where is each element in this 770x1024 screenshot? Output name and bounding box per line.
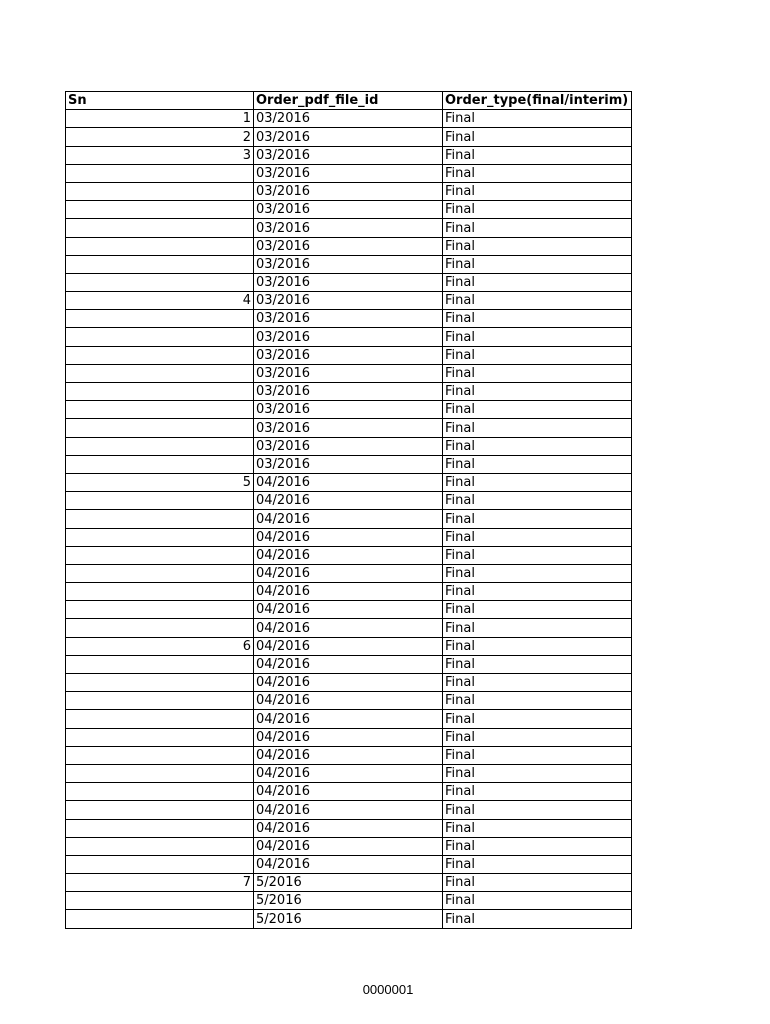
cell-sn	[66, 219, 254, 237]
cell-sn	[66, 910, 254, 928]
table-row	[66, 273, 632, 291]
cell-order-type: Final	[443, 710, 632, 728]
table-row	[66, 910, 632, 928]
cell-sn	[66, 255, 254, 273]
cell-sn	[66, 837, 254, 855]
cell-sn	[66, 764, 254, 782]
cell-order-type: Final	[443, 419, 632, 437]
page-number: 0000001	[362, 982, 414, 997]
table-row	[66, 546, 632, 564]
cell-order-type: Final	[443, 510, 632, 528]
table-row	[66, 401, 632, 419]
cell-sn	[66, 455, 254, 473]
cell-sn	[66, 655, 254, 673]
cell-order-type: Final	[443, 819, 632, 837]
table-row	[66, 510, 632, 528]
cell-order-pdf-file-id: 03/2016	[254, 346, 443, 364]
cell-order-pdf-file-id: 04/2016	[254, 546, 443, 564]
cell-order-type: Final	[443, 601, 632, 619]
cell-sn	[66, 164, 254, 182]
cell-order-pdf-file-id: 04/2016	[254, 601, 443, 619]
cell-order-pdf-file-id: 5/2016	[254, 910, 443, 928]
cell-sn	[66, 419, 254, 437]
cell-order-type: Final	[443, 437, 632, 455]
cell-sn: 3	[66, 146, 254, 164]
cell-sn	[66, 346, 254, 364]
cell-order-type: Final	[443, 837, 632, 855]
cell-order-pdf-file-id: 03/2016	[254, 419, 443, 437]
cell-order-pdf-file-id: 5/2016	[254, 874, 443, 892]
cell-order-type: Final	[443, 237, 632, 255]
table-row	[66, 655, 632, 673]
cell-order-pdf-file-id: 04/2016	[254, 619, 443, 637]
table-row	[66, 783, 632, 801]
cell-sn	[66, 510, 254, 528]
table-row	[66, 637, 632, 655]
table-row	[66, 110, 632, 128]
cell-sn	[66, 801, 254, 819]
table-row	[66, 237, 632, 255]
cell-order-pdf-file-id: 5/2016	[254, 892, 443, 910]
cell-order-pdf-file-id: 03/2016	[254, 201, 443, 219]
spreadsheet-table	[65, 91, 632, 929]
cell-order-type: Final	[443, 764, 632, 782]
cell-sn: 5	[66, 473, 254, 491]
header-sn: Sn	[66, 92, 254, 110]
table-row	[66, 128, 632, 146]
table-row	[66, 219, 632, 237]
cell-sn	[66, 855, 254, 873]
cell-order-type: Final	[443, 528, 632, 546]
cell-order-type: Final	[443, 783, 632, 801]
cell-order-pdf-file-id: 04/2016	[254, 746, 443, 764]
cell-order-type: Final	[443, 746, 632, 764]
cell-sn: 4	[66, 292, 254, 310]
cell-order-type: Final	[443, 201, 632, 219]
cell-sn	[66, 746, 254, 764]
cell-sn	[66, 310, 254, 328]
cell-sn	[66, 564, 254, 582]
cell-order-type: Final	[443, 219, 632, 237]
cell-sn: 6	[66, 637, 254, 655]
cell-sn	[66, 492, 254, 510]
table-row	[66, 419, 632, 437]
table-row	[66, 855, 632, 873]
cell-sn	[66, 437, 254, 455]
cell-order-type: Final	[443, 583, 632, 601]
cell-order-type: Final	[443, 182, 632, 200]
cell-sn	[66, 182, 254, 200]
table-row	[66, 473, 632, 491]
cell-order-pdf-file-id: 03/2016	[254, 182, 443, 200]
table-row	[66, 601, 632, 619]
cell-order-pdf-file-id: 03/2016	[254, 328, 443, 346]
table-body	[66, 110, 632, 928]
cell-order-type: Final	[443, 546, 632, 564]
cell-order-type: Final	[443, 492, 632, 510]
cell-order-pdf-file-id: 03/2016	[254, 383, 443, 401]
cell-sn	[66, 601, 254, 619]
cell-order-pdf-file-id: 03/2016	[254, 255, 443, 273]
cell-order-pdf-file-id: 03/2016	[254, 455, 443, 473]
cell-order-pdf-file-id: 04/2016	[254, 655, 443, 673]
cell-order-pdf-file-id: 03/2016	[254, 110, 443, 128]
table-row	[66, 746, 632, 764]
cell-order-pdf-file-id: 04/2016	[254, 473, 443, 491]
cell-order-pdf-file-id: 03/2016	[254, 292, 443, 310]
cell-order-pdf-file-id: 04/2016	[254, 764, 443, 782]
cell-sn	[66, 583, 254, 601]
cell-order-type: Final	[443, 655, 632, 673]
cell-order-pdf-file-id: 04/2016	[254, 492, 443, 510]
cell-order-type: Final	[443, 910, 632, 928]
table-row	[66, 728, 632, 746]
table-row	[66, 492, 632, 510]
cell-order-type: Final	[443, 383, 632, 401]
cell-order-type: Final	[443, 128, 632, 146]
table-row	[66, 892, 632, 910]
cell-order-pdf-file-id: 04/2016	[254, 728, 443, 746]
cell-sn: 1	[66, 110, 254, 128]
cell-sn	[66, 819, 254, 837]
header-order-pdf-file-id: Order_pdf_file_id	[254, 92, 443, 110]
cell-order-type: Final	[443, 364, 632, 382]
cell-sn: 2	[66, 128, 254, 146]
table-row	[66, 346, 632, 364]
cell-order-type: Final	[443, 255, 632, 273]
cell-order-pdf-file-id: 04/2016	[254, 819, 443, 837]
cell-order-type: Final	[443, 692, 632, 710]
cell-sn	[66, 619, 254, 637]
cell-order-type: Final	[443, 892, 632, 910]
cell-order-type: Final	[443, 674, 632, 692]
cell-order-type: Final	[443, 473, 632, 491]
cell-order-type: Final	[443, 328, 632, 346]
table-row	[66, 182, 632, 200]
cell-order-pdf-file-id: 04/2016	[254, 583, 443, 601]
table-row	[66, 255, 632, 273]
table-row	[66, 292, 632, 310]
table-row	[66, 837, 632, 855]
cell-sn: 7	[66, 874, 254, 892]
cell-order-type: Final	[443, 146, 632, 164]
cell-order-pdf-file-id: 04/2016	[254, 837, 443, 855]
table-row	[66, 874, 632, 892]
cell-order-pdf-file-id: 04/2016	[254, 692, 443, 710]
cell-order-pdf-file-id: 04/2016	[254, 855, 443, 873]
cell-sn	[66, 237, 254, 255]
cell-order-pdf-file-id: 04/2016	[254, 710, 443, 728]
cell-order-type: Final	[443, 855, 632, 873]
cell-sn	[66, 273, 254, 291]
cell-order-pdf-file-id: 04/2016	[254, 674, 443, 692]
table-row	[66, 455, 632, 473]
table-row	[66, 383, 632, 401]
cell-sn	[66, 546, 254, 564]
table-row	[66, 674, 632, 692]
cell-order-pdf-file-id: 03/2016	[254, 273, 443, 291]
table-row	[66, 201, 632, 219]
cell-order-pdf-file-id: 04/2016	[254, 564, 443, 582]
table-row	[66, 164, 632, 182]
cell-order-pdf-file-id: 03/2016	[254, 219, 443, 237]
cell-order-pdf-file-id: 03/2016	[254, 437, 443, 455]
cell-order-pdf-file-id: 03/2016	[254, 401, 443, 419]
table-row	[66, 801, 632, 819]
cell-sn	[66, 364, 254, 382]
table-row	[66, 583, 632, 601]
cell-sn	[66, 674, 254, 692]
cell-sn	[66, 201, 254, 219]
cell-order-type: Final	[443, 455, 632, 473]
table-row	[66, 619, 632, 637]
table-row	[66, 437, 632, 455]
cell-sn	[66, 328, 254, 346]
table-row	[66, 692, 632, 710]
cell-order-pdf-file-id: 03/2016	[254, 164, 443, 182]
cell-order-type: Final	[443, 346, 632, 364]
cell-order-pdf-file-id: 03/2016	[254, 364, 443, 382]
cell-order-type: Final	[443, 273, 632, 291]
header-order-type: Order_type(final/interim)	[443, 92, 632, 110]
cell-order-type: Final	[443, 801, 632, 819]
cell-order-type: Final	[443, 637, 632, 655]
cell-sn	[66, 383, 254, 401]
cell-order-pdf-file-id: 03/2016	[254, 237, 443, 255]
cell-order-type: Final	[443, 564, 632, 582]
cell-order-type: Final	[443, 619, 632, 637]
cell-sn	[66, 728, 254, 746]
cell-order-type: Final	[443, 310, 632, 328]
table-row	[66, 328, 632, 346]
table-row	[66, 310, 632, 328]
cell-order-pdf-file-id: 04/2016	[254, 528, 443, 546]
table-row	[66, 710, 632, 728]
table-row	[66, 146, 632, 164]
cell-sn	[66, 892, 254, 910]
table-row	[66, 764, 632, 782]
cell-order-pdf-file-id: 04/2016	[254, 801, 443, 819]
cell-order-type: Final	[443, 401, 632, 419]
cell-sn	[66, 710, 254, 728]
cell-order-pdf-file-id: 04/2016	[254, 783, 443, 801]
cell-order-pdf-file-id: 04/2016	[254, 637, 443, 655]
header-row	[66, 92, 632, 110]
cell-order-type: Final	[443, 874, 632, 892]
cell-order-type: Final	[443, 292, 632, 310]
table-row	[66, 564, 632, 582]
cell-sn	[66, 783, 254, 801]
cell-order-type: Final	[443, 164, 632, 182]
cell-sn	[66, 401, 254, 419]
cell-order-pdf-file-id: 03/2016	[254, 310, 443, 328]
table-row	[66, 819, 632, 837]
cell-order-type: Final	[443, 728, 632, 746]
table-row	[66, 364, 632, 382]
cell-order-pdf-file-id: 03/2016	[254, 128, 443, 146]
cell-sn	[66, 692, 254, 710]
cell-order-pdf-file-id: 03/2016	[254, 146, 443, 164]
cell-order-type: Final	[443, 110, 632, 128]
cell-sn	[66, 528, 254, 546]
cell-order-pdf-file-id: 04/2016	[254, 510, 443, 528]
table-row	[66, 528, 632, 546]
